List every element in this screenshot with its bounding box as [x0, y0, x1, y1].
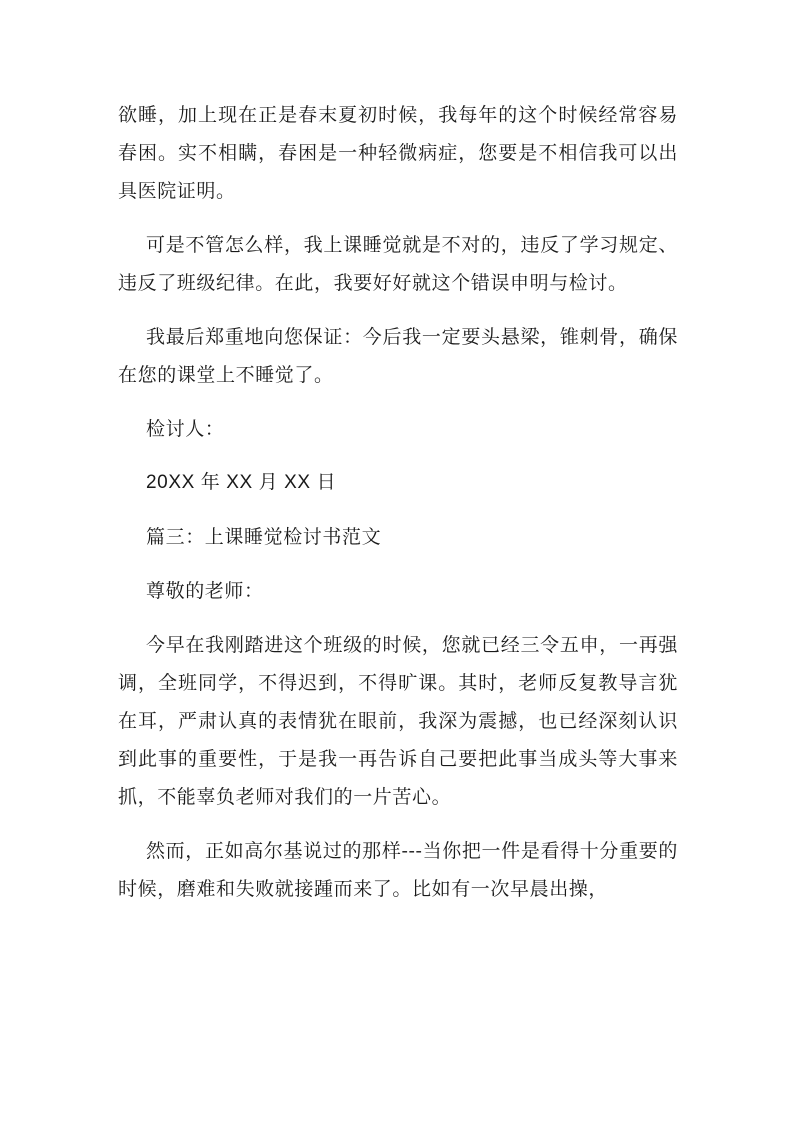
signature-date: 20XX 年 XX 月 XX 日: [146, 472, 337, 493]
salutation: 尊敬的老师：: [146, 580, 264, 602]
paragraph-however: 然而，正如高尔基说过的那样---当你把一件是看得十分重要的时候，磨难和失败就接踵而来了。比如有一次早晨出操，: [118, 840, 678, 900]
signature-label: 检讨人：: [146, 418, 225, 440]
paragraph-continued: 欲睡，加上现在正是春末夏初时候，我每年的这个时候经常容易春困。实不相瞒，春困是一种轻微病症，您要是不相信我可以出具医院证明。: [118, 104, 678, 202]
paragraph-morning: 今早在我刚踏进这个班级的时候，您就已经三令五申，一再强调，全班同学，不得迟到，不得旷课。其时，老师反复教导言犹在耳，严肃认真的表情犹在眼前，我深为震撼，也已经深刻认识到此事的重要性，于是我一再告诉自己要把此事当成头等大事来抓，不能辜负老师对我们的一片苦心。: [118, 634, 678, 808]
paragraph-promise: 我最后郑重地向您保证：今后我一定要头悬梁，锥刺骨，确保在您的课堂上不睡觉了。: [118, 326, 678, 386]
paragraph-violation: 可是不管怎么样，我上课睡觉就是不对的，违反了学习规定、违反了班级纪律。在此，我要好好就这个错误申明与检讨。: [118, 234, 678, 294]
section-title: 篇三：上课睡觉检讨书范文: [146, 526, 382, 548]
document-body: [118, 96, 678, 924]
